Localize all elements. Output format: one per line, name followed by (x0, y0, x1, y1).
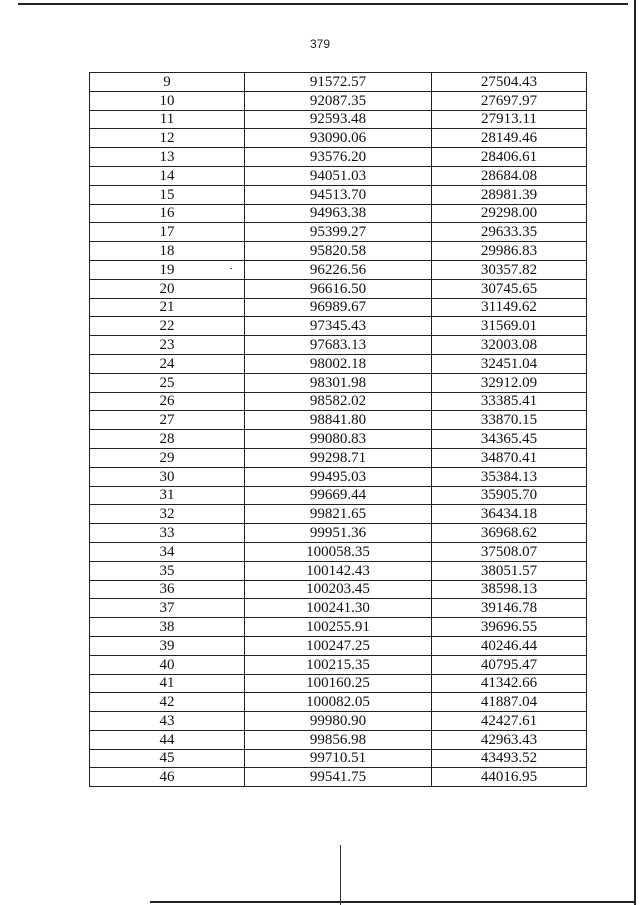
row-index-cell: 31 (90, 486, 245, 505)
value-a-cell: 97345.43 (245, 317, 432, 336)
row-index-cell: 46 (90, 768, 245, 787)
table-row (90, 580, 587, 599)
value-a-cell: 99980.90 (245, 712, 432, 731)
scan-speck (230, 268, 232, 269)
row-index-cell: 14 (90, 166, 245, 185)
row-index-cell: 34 (90, 542, 245, 561)
row-index-cell: 35 (90, 561, 245, 580)
table-row (90, 636, 587, 655)
row-index-cell: 13 (90, 148, 245, 167)
table-row (90, 317, 587, 336)
table-row (90, 392, 587, 411)
row-index-cell: 16 (90, 204, 245, 223)
row-index-cell: 9 (90, 73, 245, 92)
table-row (90, 430, 587, 449)
table-row (90, 749, 587, 768)
row-index-cell: 30 (90, 467, 245, 486)
value-a-cell: 99495.03 (245, 467, 432, 486)
value-a-cell: 100247.25 (245, 636, 432, 655)
value-b-cell: 38051.57 (432, 561, 587, 580)
value-a-cell: 100255.91 (245, 618, 432, 637)
value-b-cell: 35384.13 (432, 467, 587, 486)
row-index-cell: 23 (90, 336, 245, 355)
table-row (90, 599, 587, 618)
table-row (90, 674, 587, 693)
row-index-cell: 39 (90, 636, 245, 655)
value-a-cell: 94051.03 (245, 166, 432, 185)
value-b-cell: 42963.43 (432, 730, 587, 749)
row-index-cell: 36 (90, 580, 245, 599)
value-a-cell: 100082.05 (245, 693, 432, 712)
value-b-cell: 32451.04 (432, 354, 587, 373)
value-a-cell: 100203.45 (245, 580, 432, 599)
value-a-cell: 100160.25 (245, 674, 432, 693)
value-a-cell: 97683.13 (245, 336, 432, 355)
value-b-cell: 43493.52 (432, 749, 587, 768)
value-a-cell: 99298.71 (245, 448, 432, 467)
value-b-cell: 42427.61 (432, 712, 587, 731)
value-a-cell: 100241.30 (245, 599, 432, 618)
table-row (90, 561, 587, 580)
value-a-cell: 96989.67 (245, 298, 432, 317)
table-row (90, 730, 587, 749)
row-index-cell: 22 (90, 317, 245, 336)
value-a-cell: 98301.98 (245, 373, 432, 392)
value-b-cell: 31149.62 (432, 298, 587, 317)
table-row (90, 185, 587, 204)
value-a-cell: 99951.36 (245, 524, 432, 543)
value-a-cell: 91572.57 (245, 73, 432, 92)
value-b-cell: 39146.78 (432, 599, 587, 618)
row-index-cell: 17 (90, 223, 245, 242)
row-index-cell: 21 (90, 298, 245, 317)
value-a-cell: 99710.51 (245, 749, 432, 768)
value-a-cell: 99856.98 (245, 730, 432, 749)
value-a-cell: 99821.65 (245, 505, 432, 524)
value-b-cell: 28981.39 (432, 185, 587, 204)
value-a-cell: 96616.50 (245, 279, 432, 298)
value-a-cell: 100058.35 (245, 542, 432, 561)
value-a-cell: 95820.58 (245, 242, 432, 261)
table-row (90, 336, 587, 355)
table-row (90, 110, 587, 129)
value-a-cell: 100215.35 (245, 655, 432, 674)
row-index-cell: 24 (90, 354, 245, 373)
table-row (90, 542, 587, 561)
row-index-cell: 27 (90, 411, 245, 430)
row-index-cell: 42 (90, 693, 245, 712)
row-index-cell: 37 (90, 599, 245, 618)
table-row (90, 298, 587, 317)
table-row (90, 354, 587, 373)
table-row (90, 693, 587, 712)
value-b-cell: 36968.62 (432, 524, 587, 543)
value-a-cell: 93090.06 (245, 129, 432, 148)
value-b-cell: 34870.41 (432, 448, 587, 467)
value-a-cell: 96226.56 (245, 260, 432, 279)
data-table (89, 72, 587, 787)
value-b-cell: 32912.09 (432, 373, 587, 392)
value-a-cell: 99541.75 (245, 768, 432, 787)
value-a-cell: 92087.35 (245, 91, 432, 110)
value-b-cell: 29633.35 (432, 223, 587, 242)
table-row (90, 618, 587, 637)
page-edge-bottom (150, 901, 636, 903)
table-row (90, 260, 587, 279)
value-a-cell: 100142.43 (245, 561, 432, 580)
row-index-cell: 26 (90, 392, 245, 411)
page-number: 379 (309, 37, 331, 51)
table-row (90, 204, 587, 223)
value-b-cell: 33385.41 (432, 392, 587, 411)
value-b-cell: 34365.45 (432, 430, 587, 449)
table-row (90, 166, 587, 185)
value-a-cell: 98002.18 (245, 354, 432, 373)
table-row (90, 373, 587, 392)
value-a-cell: 92593.48 (245, 110, 432, 129)
value-b-cell: 40246.44 (432, 636, 587, 655)
value-a-cell: 93576.20 (245, 148, 432, 167)
value-b-cell: 41342.66 (432, 674, 587, 693)
table-row (90, 768, 587, 787)
value-a-cell: 98582.02 (245, 392, 432, 411)
value-b-cell: 44016.95 (432, 768, 587, 787)
value-b-cell: 40795.47 (432, 655, 587, 674)
table-row (90, 411, 587, 430)
pen-mark (340, 845, 341, 905)
table-row (90, 242, 587, 261)
value-a-cell: 94513.70 (245, 185, 432, 204)
value-b-cell: 28684.08 (432, 166, 587, 185)
table-row (90, 73, 587, 92)
value-a-cell: 99669.44 (245, 486, 432, 505)
row-index-cell: 44 (90, 730, 245, 749)
value-b-cell: 28406.61 (432, 148, 587, 167)
page-edge-right (634, 0, 636, 905)
row-index-cell: 40 (90, 655, 245, 674)
table-row (90, 223, 587, 242)
value-a-cell: 99080.83 (245, 430, 432, 449)
table-row (90, 148, 587, 167)
page-edge-top (18, 3, 628, 5)
value-b-cell: 32003.08 (432, 336, 587, 355)
row-index-cell: 10 (90, 91, 245, 110)
row-index-cell: 12 (90, 129, 245, 148)
value-b-cell: 37508.07 (432, 542, 587, 561)
table-row (90, 655, 587, 674)
row-index-cell: 38 (90, 618, 245, 637)
row-index-cell: 32 (90, 505, 245, 524)
row-index-cell: 19 (90, 260, 245, 279)
row-index-cell: 25 (90, 373, 245, 392)
table-row (90, 524, 587, 543)
table-row (90, 91, 587, 110)
row-index-cell: 33 (90, 524, 245, 543)
table-row (90, 448, 587, 467)
value-b-cell: 30745.65 (432, 279, 587, 298)
value-b-cell: 27504.43 (432, 73, 587, 92)
value-b-cell: 27913.11 (432, 110, 587, 129)
value-a-cell: 95399.27 (245, 223, 432, 242)
value-b-cell: 35905.70 (432, 486, 587, 505)
table-row (90, 467, 587, 486)
table-row (90, 279, 587, 298)
row-index-cell: 18 (90, 242, 245, 261)
value-b-cell: 29986.83 (432, 242, 587, 261)
value-b-cell: 27697.97 (432, 91, 587, 110)
value-a-cell: 98841.80 (245, 411, 432, 430)
value-b-cell: 28149.46 (432, 129, 587, 148)
value-b-cell: 31569.01 (432, 317, 587, 336)
table-row (90, 712, 587, 731)
value-b-cell: 33870.15 (432, 411, 587, 430)
value-b-cell: 41887.04 (432, 693, 587, 712)
row-index-cell: 15 (90, 185, 245, 204)
table-row (90, 505, 587, 524)
row-index-cell: 29 (90, 448, 245, 467)
value-b-cell: 38598.13 (432, 580, 587, 599)
value-b-cell: 36434.18 (432, 505, 587, 524)
value-b-cell: 30357.82 (432, 260, 587, 279)
row-index-cell: 20 (90, 279, 245, 298)
row-index-cell: 45 (90, 749, 245, 768)
value-b-cell: 39696.55 (432, 618, 587, 637)
table-row (90, 486, 587, 505)
row-index-cell: 43 (90, 712, 245, 731)
row-index-cell: 11 (90, 110, 245, 129)
value-b-cell: 29298.00 (432, 204, 587, 223)
row-index-cell: 28 (90, 430, 245, 449)
row-index-cell: 41 (90, 674, 245, 693)
table-row (90, 129, 587, 148)
table-body (90, 73, 587, 787)
value-a-cell: 94963.38 (245, 204, 432, 223)
